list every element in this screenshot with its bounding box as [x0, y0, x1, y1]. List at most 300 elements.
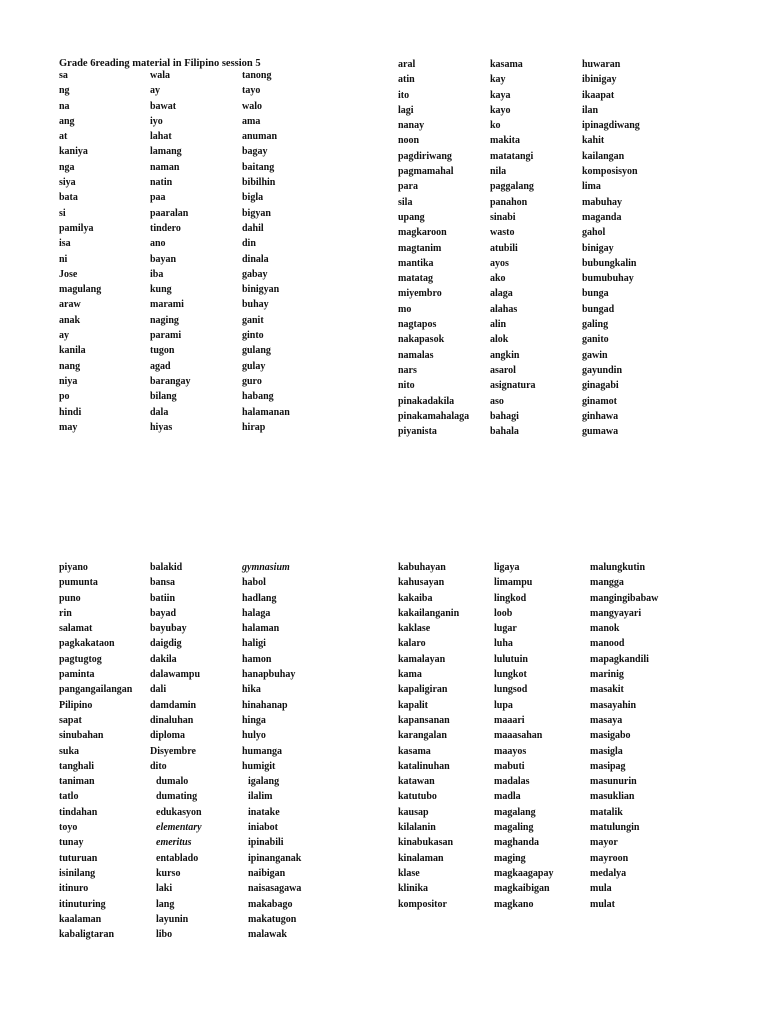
word-item: tatlo: [59, 791, 79, 803]
word-item: pagmamahal: [398, 166, 454, 178]
word-item: pinakadakila: [398, 395, 455, 407]
word-item: salamat: [59, 623, 93, 635]
word-item: elementary: [156, 822, 202, 834]
word-item: marami: [150, 299, 184, 311]
word-item: itinuro: [59, 883, 89, 895]
word-item: mangingibabaw: [590, 592, 659, 604]
word-item: klinika: [398, 883, 429, 895]
word-item: kompositor: [398, 898, 447, 910]
word-item: pagdiriwang: [398, 150, 452, 162]
word-item: maaari: [494, 714, 525, 726]
word-item: Jose: [59, 268, 78, 280]
word-item: taniman: [59, 776, 95, 788]
word-item: lugar: [494, 623, 517, 635]
word-item: kapaligiran: [398, 684, 448, 696]
word-item: ligaya: [494, 562, 520, 573]
word-item: makatugon: [248, 913, 297, 925]
word-item: maghanda: [494, 837, 540, 849]
word-item: hirap: [242, 421, 266, 433]
word-item: layunin: [156, 913, 189, 925]
word-item: ilan: [582, 104, 599, 116]
word-item: alahas: [490, 303, 518, 315]
word-item: si: [59, 207, 66, 219]
word-column: [590, 560, 658, 912]
word-item: habol: [242, 577, 266, 589]
word-item: klase: [398, 867, 420, 879]
word-item: dahil: [242, 222, 264, 234]
word-item: ay: [59, 330, 69, 342]
word-item: hinga: [242, 714, 266, 726]
word-item: ginagabi: [582, 380, 619, 392]
word-item: nagtapos: [398, 319, 437, 331]
word-item: alaga: [490, 288, 513, 300]
word-item: makabago: [248, 898, 293, 910]
word-item: hinahanap: [242, 699, 288, 711]
word-item: pagkakataon: [59, 638, 115, 650]
word-item: tugon: [150, 345, 175, 357]
word-item: pamilya: [59, 222, 94, 234]
word-item: Disyembre: [150, 745, 196, 757]
word-item: kausap: [398, 806, 429, 818]
word-item: hamon: [242, 653, 272, 665]
word-item: alin: [490, 319, 507, 331]
word-item: mayroon: [590, 852, 629, 864]
word-column: [398, 57, 469, 439]
word-item: ipinanganak: [248, 852, 302, 864]
word-item: bahagi: [490, 410, 519, 422]
word-item: marinig: [590, 669, 624, 681]
word-item: ganit: [242, 314, 264, 326]
word-item: dinala: [242, 253, 269, 265]
word-item: tindero: [150, 222, 181, 234]
word-item: gahol: [582, 227, 606, 239]
word-item: limampu: [494, 577, 533, 589]
word-item: bigyan: [242, 207, 271, 219]
word-item: kasama: [398, 745, 431, 757]
word-item: dalawampu: [150, 669, 201, 681]
word-item: kabaligtaran: [59, 929, 115, 941]
word-item: madalas: [494, 776, 530, 788]
word-item: tanghali: [59, 760, 95, 772]
word-item: mantika: [398, 257, 434, 269]
word-item: anak: [59, 314, 81, 326]
word-column: [398, 560, 459, 912]
word-item: maaasahan: [494, 730, 543, 742]
word-item: lamang: [150, 146, 182, 158]
word-item: kaniya: [59, 146, 88, 158]
word-item: hanapbuhay: [242, 669, 296, 681]
word-item: kilalanin: [398, 822, 436, 834]
word-item: kahusayan: [398, 577, 445, 589]
word-item: tuturuan: [59, 852, 98, 864]
word-item: katutubo: [398, 791, 437, 803]
word-item: laki: [156, 883, 173, 895]
word-item: bahala: [490, 426, 519, 438]
word-item: barangay: [150, 375, 191, 387]
word-item: masigabo: [590, 730, 631, 742]
word-item: kaya: [490, 89, 511, 101]
word-item: magulang: [59, 284, 102, 296]
word-item: paminta: [59, 669, 95, 681]
word-item: kakaiba: [398, 592, 433, 604]
word-item: halamanan: [242, 406, 290, 418]
word-item: binigay: [582, 242, 614, 254]
word-item: ko: [490, 120, 501, 132]
word-item: Pilipino: [59, 699, 93, 711]
word-item: parami: [150, 330, 182, 342]
word-item: batiin: [150, 592, 176, 604]
word-item: iyo: [150, 115, 163, 127]
word-item: kaalaman: [59, 913, 102, 925]
word-item: magtanim: [398, 242, 442, 254]
word-item: galing: [582, 319, 609, 331]
word-item: may: [59, 421, 78, 433]
word-item: humigit: [242, 760, 276, 772]
word-item: komposisyon: [582, 166, 638, 178]
word-item: hiyas: [150, 421, 173, 433]
word-item: kalaro: [398, 638, 426, 650]
word-item: po: [59, 391, 70, 403]
word-item: kahit: [582, 135, 605, 147]
word-item: balakid: [150, 562, 183, 573]
word-item: sinabi: [490, 211, 516, 223]
word-item: masipag: [590, 760, 626, 772]
word-item: dinaluhan: [150, 714, 194, 726]
word-column: [242, 68, 290, 435]
word-item: edukasyon: [156, 806, 202, 818]
word-item: masigla: [590, 745, 623, 757]
word-item: libo: [156, 929, 173, 941]
word-item: nito: [398, 380, 415, 392]
word-item: matalik: [590, 806, 623, 818]
word-item: panahon: [490, 196, 528, 208]
word-item: aso: [490, 395, 504, 407]
word-item: sila: [398, 196, 413, 208]
word-item: bata: [59, 192, 78, 204]
word-item: iniabot: [248, 822, 279, 834]
word-item: matulungin: [590, 822, 640, 834]
word-item: sinubahan: [59, 730, 104, 742]
word-item: mangga: [590, 577, 624, 589]
word-item: halaman: [242, 623, 280, 635]
word-item: lungsod: [494, 684, 528, 696]
word-item: masakit: [590, 684, 624, 696]
word-item: diploma: [150, 730, 186, 742]
word-item: nars: [398, 364, 417, 376]
word-item: siya: [59, 177, 76, 189]
word-item: nanay: [398, 120, 425, 132]
word-item: mo: [398, 303, 412, 315]
word-item: niya: [59, 375, 78, 387]
word-item: bibilhin: [242, 177, 276, 189]
word-item: alok: [490, 334, 509, 346]
word-item: agad: [150, 360, 171, 372]
word-item: nila: [490, 166, 507, 178]
word-item: at: [59, 131, 68, 143]
word-item: pagtugtog: [59, 653, 102, 665]
word-item: angkin: [490, 349, 520, 361]
word-item: sa: [59, 70, 68, 81]
word-item: habang: [242, 391, 274, 403]
word-item: ipinabili: [248, 837, 284, 849]
word-item: ginto: [242, 330, 264, 342]
word-item: bungad: [582, 303, 615, 315]
word-item: dala: [150, 406, 169, 418]
word-item: lupa: [494, 699, 513, 711]
word-item: kasama: [490, 59, 523, 70]
word-item: ganito: [582, 334, 609, 346]
word-item: loob: [494, 607, 513, 619]
word-item: naging: [150, 314, 179, 326]
word-item: halaga: [242, 607, 271, 619]
word-item: gymnasium: [242, 562, 290, 573]
word-item: masayahin: [590, 699, 637, 711]
word-item: buhay: [242, 299, 269, 311]
word-item: dito: [150, 760, 167, 772]
word-item: magalang: [494, 806, 536, 818]
word-item: kay: [490, 74, 506, 86]
word-item: entablado: [156, 852, 199, 864]
word-item: ama: [242, 115, 261, 127]
word-item: malawak: [248, 929, 287, 941]
word-item: piyanista: [398, 426, 437, 438]
word-item: maayos: [494, 745, 527, 757]
word-item: din: [242, 238, 256, 250]
word-item: mabuhay: [582, 196, 623, 208]
word-item: tanong: [242, 70, 272, 81]
word-item: dumalo: [156, 776, 189, 788]
word-item: gumawa: [582, 426, 619, 438]
word-item: magkaagapay: [494, 867, 554, 879]
word-item: kakailanganin: [398, 607, 460, 619]
word-item: tayo: [242, 85, 261, 97]
word-item: natin: [150, 177, 173, 189]
page-title: Grade 6reading material in Filipino session 5: [59, 58, 261, 69]
word-item: bansa: [150, 577, 176, 589]
word-item: bawat: [150, 100, 177, 112]
word-item: mulat: [590, 898, 615, 910]
word-item: magkaibigan: [494, 883, 550, 895]
word-item: bayad: [150, 607, 177, 619]
word-column: [59, 560, 132, 942]
word-item: atubili: [490, 242, 518, 254]
word-item: ito: [398, 89, 410, 101]
word-item: nang: [59, 360, 81, 372]
word-item: igalang: [248, 776, 280, 788]
word-item: huwaran: [582, 59, 621, 70]
word-item: magaling: [494, 822, 534, 834]
word-item: hindi: [59, 406, 82, 418]
word-item: asarol: [490, 364, 516, 376]
word-item: noon: [398, 135, 420, 147]
word-item: araw: [59, 299, 81, 311]
word-item: ako: [490, 273, 506, 285]
word-item: mabuti: [494, 760, 525, 772]
word-item: daigdig: [150, 638, 182, 650]
word-item: wasto: [490, 227, 515, 239]
word-item: medalya: [590, 867, 627, 879]
word-item: wala: [150, 70, 170, 81]
word-item: na: [59, 100, 70, 112]
word-item: bilang: [150, 391, 177, 403]
word-item: hika: [242, 684, 261, 696]
word-item: masuklian: [590, 791, 635, 803]
word-item: gulang: [242, 345, 271, 357]
word-item: ilalim: [248, 791, 273, 803]
word-item: binigyan: [242, 284, 280, 296]
word-item: mayor: [590, 837, 618, 849]
word-item: puno: [59, 592, 81, 604]
word-item: bubungkalin: [582, 257, 637, 269]
word-item: aral: [398, 59, 416, 70]
word-item: masaya: [590, 714, 623, 726]
word-column: [150, 68, 191, 435]
word-item: katawan: [398, 776, 435, 788]
word-item: pinakamahalaga: [398, 410, 470, 422]
word-item: ipinagdiwang: [582, 120, 640, 132]
word-item: toyo: [59, 822, 78, 834]
word-column: [490, 57, 536, 439]
word-item: isa: [59, 238, 71, 250]
word-item: lingkod: [494, 592, 527, 604]
word-column: [150, 560, 202, 942]
word-item: kailangan: [582, 150, 625, 162]
word-item: damdamin: [150, 699, 197, 711]
word-item: maging: [494, 852, 526, 864]
word-item: gulay: [242, 360, 266, 372]
word-column: [494, 560, 553, 912]
word-item: pangangailangan: [59, 684, 133, 696]
word-item: kamalayan: [398, 653, 446, 665]
word-item: mula: [590, 883, 612, 895]
word-item: miyembro: [398, 288, 442, 300]
word-item: gabay: [242, 268, 268, 280]
word-item: pumunta: [59, 577, 98, 589]
word-item: masunurin: [590, 776, 637, 788]
word-item: gayundin: [582, 364, 623, 376]
word-item: ibinigay: [582, 74, 617, 86]
word-item: katalinuhan: [398, 760, 450, 772]
word-item: paaralan: [150, 207, 189, 219]
word-item: iba: [150, 268, 164, 280]
word-item: ikaapat: [582, 89, 615, 101]
word-item: kaklase: [398, 623, 431, 635]
word-item: tunay: [59, 837, 84, 849]
word-item: suka: [59, 745, 80, 757]
word-item: lungkot: [494, 669, 527, 681]
word-item: naibigan: [248, 867, 286, 879]
word-item: naman: [150, 161, 180, 173]
word-item: bayan: [150, 253, 177, 265]
word-item: upang: [398, 211, 425, 223]
word-item: kinalaman: [398, 852, 444, 864]
word-item: bagay: [242, 146, 268, 158]
word-item: mangyayari: [590, 607, 642, 619]
word-column: [242, 560, 301, 942]
word-item: lang: [156, 898, 175, 910]
word-item: kanila: [59, 345, 86, 357]
word-column: [582, 57, 640, 439]
word-item: haligi: [242, 638, 266, 650]
word-item: kabuhayan: [398, 562, 446, 573]
word-item: guro: [242, 375, 262, 387]
word-item: ang: [59, 115, 75, 127]
word-item: humanga: [242, 745, 283, 757]
word-item: baitang: [242, 161, 275, 173]
word-item: ginhawa: [582, 410, 619, 422]
word-item: lahat: [150, 131, 172, 143]
word-item: kurso: [156, 867, 181, 879]
word-item: dumating: [156, 791, 198, 803]
word-item: dakila: [150, 653, 177, 665]
word-item: malungkutin: [590, 562, 646, 573]
word-item: tindahan: [59, 806, 98, 818]
word-item: piyano: [59, 562, 88, 573]
word-item: manok: [590, 623, 620, 635]
word-item: bumubuhay: [582, 273, 634, 285]
word-item: namalas: [398, 349, 434, 361]
word-item: paggalang: [490, 181, 534, 193]
word-item: kinabukasan: [398, 837, 454, 849]
word-item: matatangi: [490, 150, 534, 162]
word-item: manood: [590, 638, 625, 650]
word-item: lulutuin: [494, 653, 528, 665]
word-item: ano: [150, 238, 166, 250]
word-item: gawin: [582, 349, 608, 361]
word-item: luha: [494, 638, 513, 650]
word-item: sapat: [59, 714, 82, 726]
word-item: kapansanan: [398, 714, 450, 726]
word-item: bayubay: [150, 623, 187, 635]
word-item: magkano: [494, 898, 534, 910]
word-item: walo: [242, 100, 262, 112]
word-item: naisasagawa: [248, 883, 302, 895]
word-item: atin: [398, 74, 415, 86]
word-item: madla: [494, 791, 521, 803]
word-item: nga: [59, 161, 75, 173]
word-item: ng: [59, 85, 70, 97]
word-item: para: [398, 181, 418, 193]
word-item: rin: [59, 607, 72, 619]
word-item: karangalan: [398, 730, 447, 742]
word-item: anuman: [242, 131, 278, 143]
word-item: matatag: [398, 273, 433, 285]
word-item: nakapasok: [398, 334, 445, 346]
word-item: ginamot: [582, 395, 617, 407]
word-item: lima: [582, 181, 601, 193]
word-item: kama: [398, 669, 422, 681]
word-item: itinuturing: [59, 898, 106, 910]
word-item: kung: [150, 284, 172, 296]
word-item: emeritus: [156, 837, 192, 849]
word-item: bunga: [582, 288, 609, 300]
word-item: hulyo: [242, 730, 266, 742]
word-item: mapagkandili: [590, 653, 649, 665]
word-item: maganda: [582, 211, 622, 223]
word-item: kapalit: [398, 699, 429, 711]
word-item: isinilang: [59, 867, 96, 879]
word-item: inatake: [248, 806, 280, 818]
word-item: paa: [150, 192, 166, 204]
word-column: [59, 68, 101, 435]
word-item: ayos: [490, 257, 509, 269]
word-item: dali: [150, 684, 167, 696]
word-item: magkaroon: [398, 227, 447, 239]
word-item: lagi: [398, 104, 414, 116]
word-item: ni: [59, 253, 68, 265]
word-item: hadlang: [242, 592, 277, 604]
word-item: makita: [490, 135, 520, 147]
